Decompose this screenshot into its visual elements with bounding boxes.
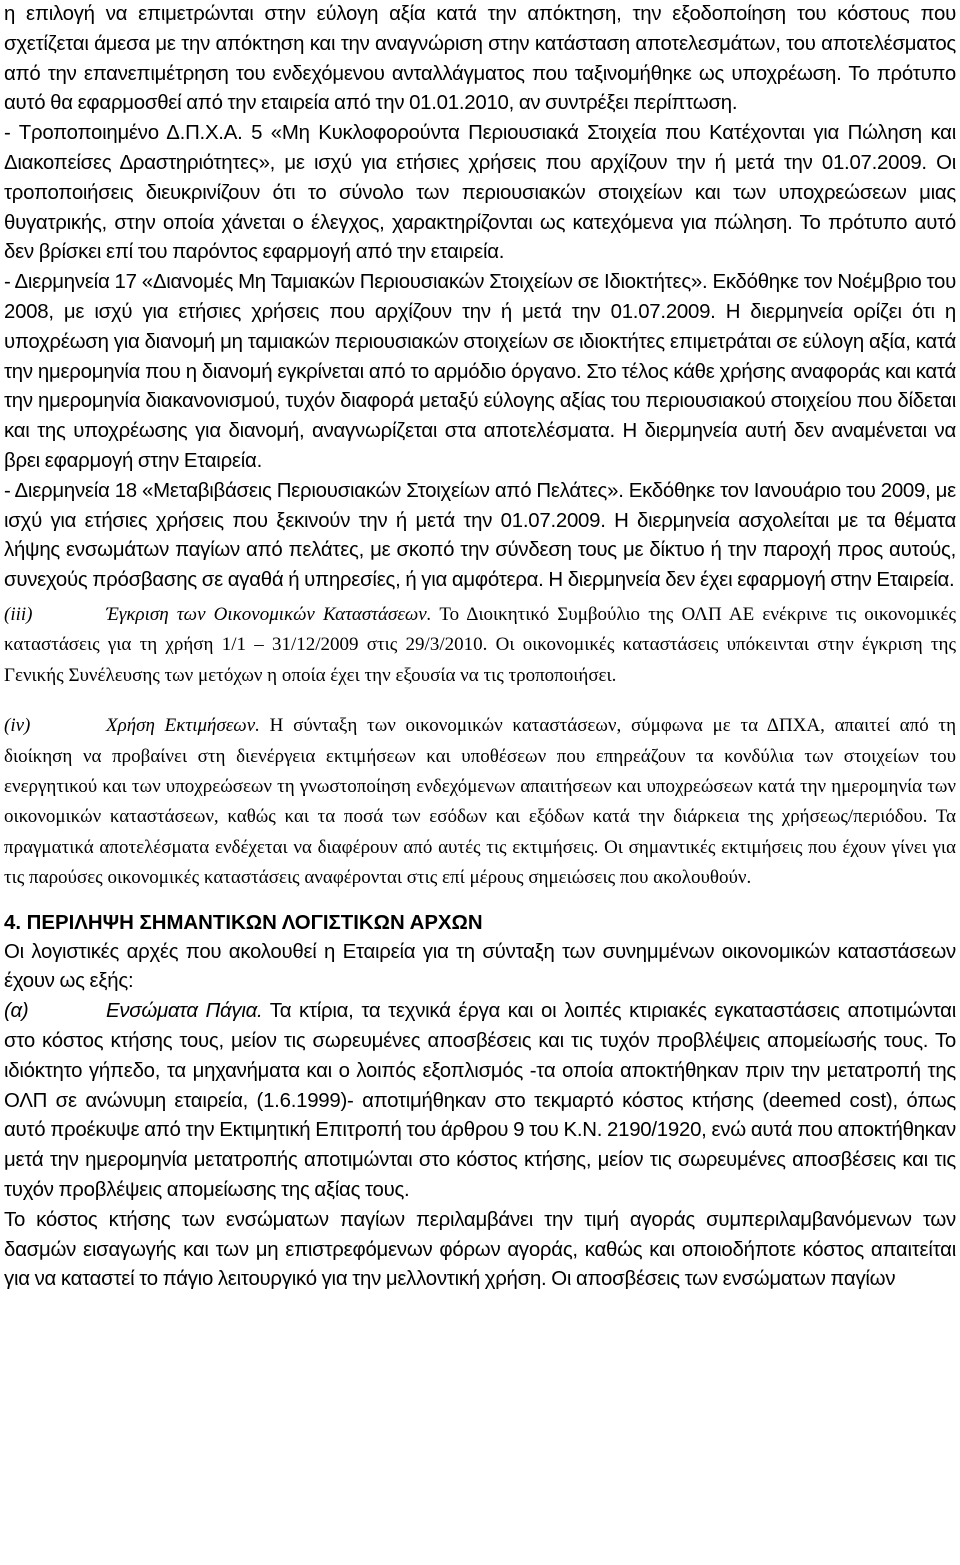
section-4-acquisition-cost: Το κόστος κτήσης των ενσώματων παγίων περιλαμβάνει την τιμή αγοράς συμπεριλαμβανόμενων των δασμών εισαγωγής και των μη επιστρεφόμενων φόρων αγοράς, καθώς και οποιοδήποτε κόστος απαιτείται για να καταστεί το πάγιο λειτουργικό για την μελλοντική χρήση. Οι αποσβέσεις των ενσώματων παγίων — [4, 1208, 956, 1291]
paragraph-ifrs5: - Τροποποιημένο Δ.Π.Χ.Α. 5 «Μη Κυκλοφορούντα Περιουσιακά Στοιχεία που Κατέχονται για Πώληση και Διακοπείσες Δραστηριότητες», με ισχύ για ετήσιες χρήσεις που αρχίζουν την ή μετά την 01.07.2009. Οι τροποποιήσεις διευκρινίζουν ότι το σύνολο των περιουσιακών στοιχείων και των υποχρεώσεων μιας θυγατρικής, στην οποία χάνεται ο έλεγχος, χαρακτηρίζονται ως κατεχόμενα για πώληση. Το πρότυπο αυτό δεν βρίσκει επί του παρόντος εφαρμογή από την εταιρεία. — [4, 122, 956, 264]
section-4-intro: Οι λογιστικές αρχές που ακολουθεί η Εταιρεία για τη σύνταξη των συνημμένων οικονομικών καταστάσεων έχουν ως εξής: — [4, 940, 956, 993]
section-iv-title: Χρήση Εκτιμήσεων. — [106, 715, 260, 737]
section-4-a-title: Ενσώματα Πάγια. — [106, 1000, 263, 1023]
section-4-heading: 4. ΠΕΡΙΛΗΨΗ ΣΗΜΑΝΤΙΚΩΝ ΛΟΓΙΣΤΙΚΩΝ ΑΡΧΩΝ — [4, 911, 483, 934]
section-iii-title: Έγκριση των Οικονομικών Καταστάσεων. — [106, 603, 432, 625]
paragraph-ifric17: - Διερμηνεία 17 «Διανομές Μη Ταμιακών Περιουσιακών Στοιχείων σε Ιδιοκτήτες». Εκδόθηκε τον Νοέμβριο του 2008, με ισχύ για ετήσιες χρήσεις που αρχίζουν την ή μετά την 01.07.2009. Η διερμηνεία ορίζει ότι η υποχρέωση για διανομή μη ταμιακών περιουσιακών στοιχείων σε ιδιοκτήτες επιμετράται σε εύλογη αξία, κατά την ημερομηνία που η διανομή εγκρίνεται από το αρμόδιο όργανο. Στο τέλος κάθε χρήσης αναφοράς και κατά την ημερομηνία διακανονισμού, τυχόν διαφορά μεταξύ εύλογης αξίας του περιουσιακού στοιχείου που δίδεται και της υποχρέωσης για διανομή, αναγνωρίζεται στα αποτελέσματα. Η διερμηνεία αυτή δεν αναμένεται να βρει εφαρμογή στην Εταιρεία. — [4, 271, 956, 472]
section-4-fixed-assets — [4, 997, 956, 1206]
paragraph-ifric18: - Διερμηνεία 18 «Μεταβιβάσεις Περιουσιακών Στοιχείων από Πελάτες». Εκδόθηκε τον Ιανουάριο του 2009, με ισχύ για ετήσιες χρήσεις που ξεκινούν την ή μετά την 01.07.2009. Η διερμηνεία ασχολείται με τα θέματα λήψης ενσωμάτων παγίων από πελάτες, με σκοπό την σύνδεση τους με δίκτυο ή την παροχή προς αυτούς, συνεχούς πρόσβασης σε αγαθά ή υπηρεσίες, ή για αμφότερα. Η διερμηνεία δεν έχει εφαρμογή στην Εταιρεία. — [4, 479, 956, 592]
section-iii-label: (iii) — [4, 603, 33, 625]
section-4-a-text: Τα κτίρια, τα τεχνικά έργα και οι λοιπές κτιριακές εγκαταστάσεις αποτιμώνται στο κόστος κτήσης τους, μείον τις σωρευμένες αποσβέσεις και τις τυχόν προβλέψεις απομείωσής τους. Το ιδιόκτητο γήπεδο, τα μηχανήματα και ο λοιπός εξοπλισμός -τα οποία αποκτήθηκαν πριν την μετατροπή της ΟΛΠ σε ανώνυμη εταιρεία, (1.6.1999)- αποτιμήθηκαν στο τεκμαρτό κόστος κτήσης (deemed cost), όπως αυτό προέκυψε από την Εκτιμητική Επιτροπή του άρθρου 9 του Κ.Ν. 2190/1920, ενώ αυτά που αποκτήθηκαν μετά την ημερομηνία μετατροπής αποτιμώνται στο κόστος κτήσης, μείον τις σωρευμένες αποσβέσεις και τις τυχόν προβλέψεις απομείωσης της αξίας τους. — [4, 1000, 956, 1201]
section-4-a-label: (α) — [4, 1000, 29, 1023]
document-page — [4, 0, 956, 1295]
section-iii — [4, 600, 956, 691]
section-iv-text: Η σύνταξη των οικονομικών καταστάσεων, σύμφωνα με τα ΔΠΧΑ, απαιτεί από τη διοίκηση να προβαίνει στη διενέργεια εκτιμήσεων και υποθέσεων που επηρεάζουν τα κονδύλια των στοιχείων του ενεργητικού και των υποχρεώσεων τη γνωστοποίηση ενδεχόμενων απαιτήσεων και υποχρεώσεων κατά την ημερομηνία των οικονομικών καταστάσεων, καθώς και τα ποσά των εσόδων και εξόδων κατά την διάρκεια της χρήσεως/περιόδου. Τα πραγματικά αποτελέσματα ενδέχεται να διαφέρουν από αυτές τις εκτιμήσεις. Οι σημαντικές εκτιμήσεις που έχουν γίνει για τις παρούσες οικονομικές καταστάσεις αναφέρονται στις επί μέρους σημειώσεις που ακολουθούν. — [4, 715, 957, 889]
paragraph-business-combinations: η επιλογή να επιμετρώνται στην εύλογη αξία κατά την απόκτηση, την εξοδοποίηση του κόστους που σχετίζεται άμεσα με την απόκτηση και την αναγνώριση στην κατάσταση αποτελεσμάτων, του αποτελέσματος από την επανεπιμέτρηση του ενδεχόμενου ανταλλάγματος που ταξινομήθηκε ως υποχρέωση. Το πρότυπο αυτό θα εφαρμοσθεί από την εταιρεία από την 01.01.2010, αν συντρέξει περίπτωση. — [4, 3, 956, 115]
section-iv — [4, 711, 956, 893]
section-iv-label: (iv) — [4, 715, 31, 737]
section-iii-text: Το Διοικητικό Συμβούλιο της ΟΛΠ ΑΕ ενέκρινε τις οικονομικές καταστάσεις για τη χρήση 1/1 – 31/12/2009 στις 29/3/2010. Οι οικονομικές καταστάσεις υπόκεινται στην έγκριση της Γενικής Συνέλευσης των μετόχων η οποία έχει την εξουσία να τις τροποποιήσει. — [4, 603, 956, 686]
